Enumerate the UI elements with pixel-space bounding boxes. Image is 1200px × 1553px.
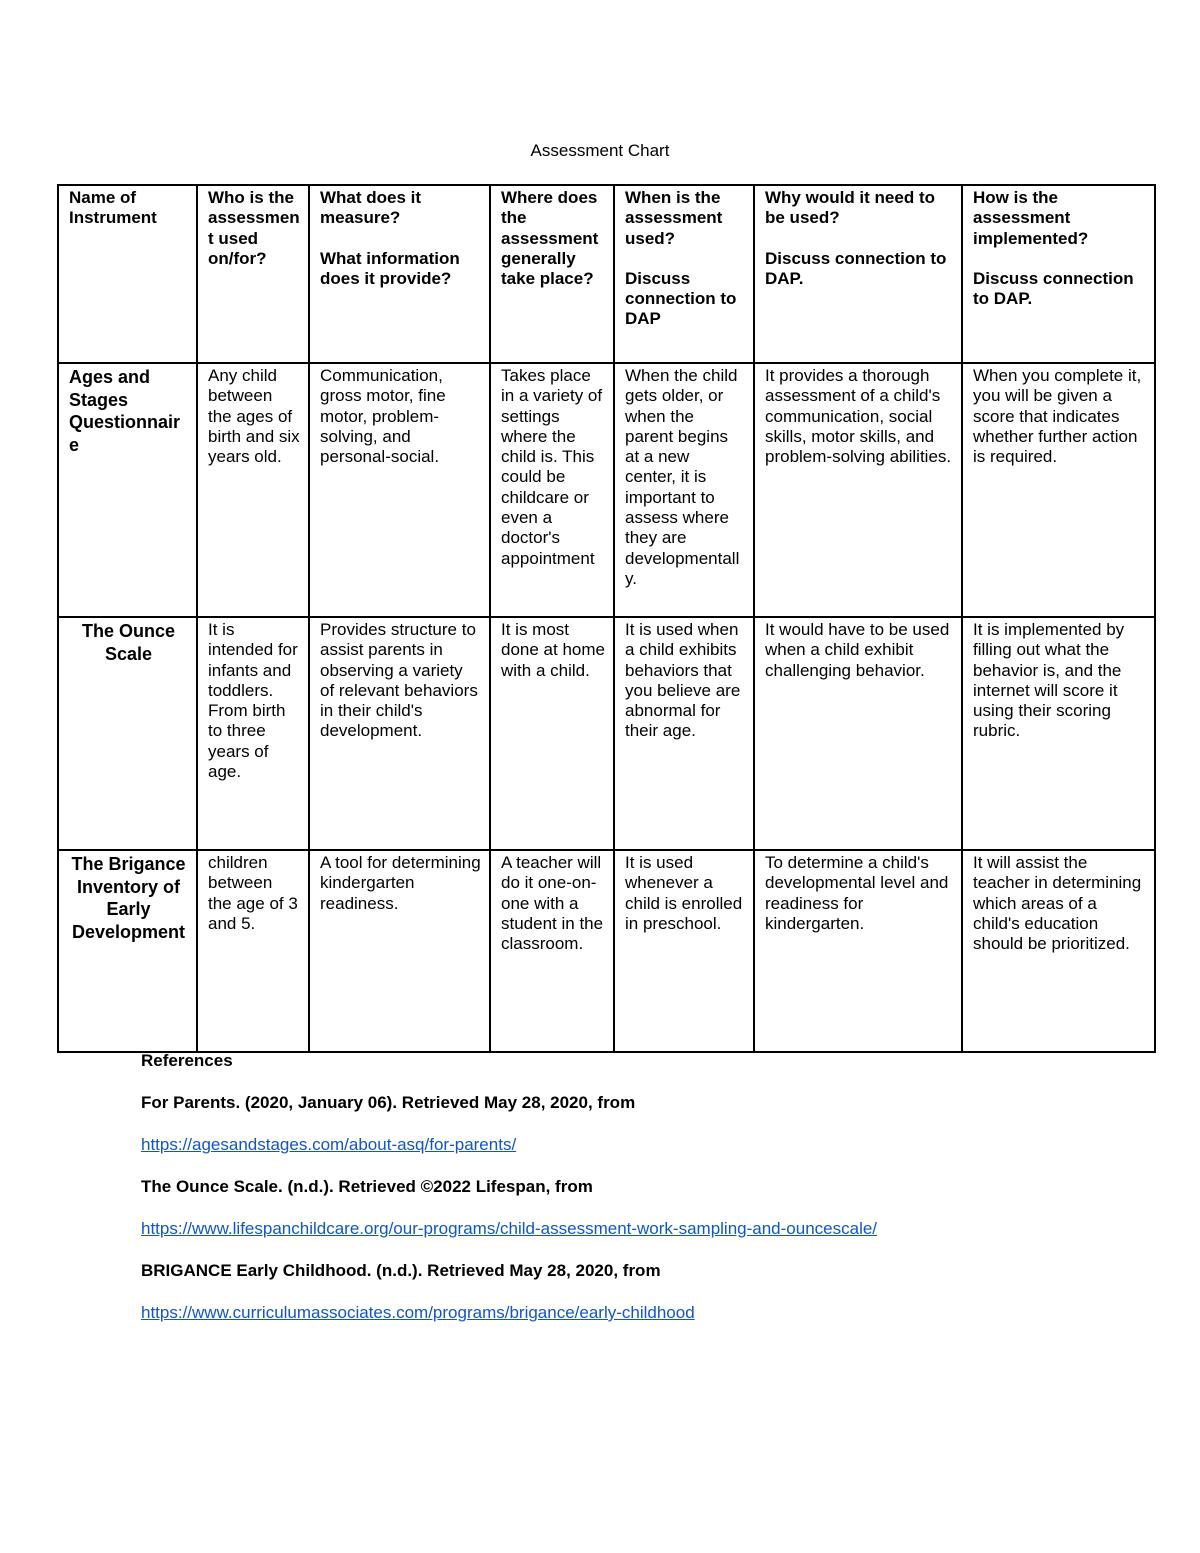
instrument-name-cell: The Brigance Inventory of Early Development <box>58 850 197 1052</box>
table-row <box>58 617 1155 850</box>
references-section <box>141 1049 1141 1325</box>
instrument-name-cell: The Ounce Scale <box>58 617 197 850</box>
what-cell: Provides structure to assist parents in observing a variety of relevant behaviors in their child's development. <box>309 617 490 850</box>
why-cell: To determine a child's developmental level and readiness for kindergarten. <box>754 850 962 1052</box>
reference-link[interactable]: https://www.curriculumassociates.com/programs/brigance/early-childhood <box>141 1303 695 1322</box>
header-cell-why: Why would it need to be used? Discuss connection to DAP. <box>754 185 962 363</box>
where-cell: It is most done at home with a child. <box>490 617 614 850</box>
why-cell: It provides a thorough assessment of a child's communication, social skills, motor skills, and problem-solving abilities. <box>754 363 962 617</box>
where-cell: Takes place in a variety of settings where the child is. This could be childcare or even a doctor's appointment <box>490 363 614 617</box>
page-title: Assessment Chart <box>530 141 670 160</box>
where-cell: A teacher will do it one-on-one with a student in the classroom. <box>490 850 614 1052</box>
header-cell-where: Where does the assessment generally take place? <box>490 185 614 363</box>
header-cell-who: Who is the assessment used on/for? <box>197 185 309 363</box>
table-row <box>58 850 1155 1052</box>
reference-link[interactable]: https://www.lifespanchildcare.org/our-programs/child-assessment-work-sampling-and-ouncescale/ <box>141 1219 878 1238</box>
who-cell: children between the age of 3 and 5. <box>197 850 309 1052</box>
what-cell: A tool for determining kindergarten readiness. <box>309 850 490 1052</box>
how-cell: It is implemented by filling out what the behavior is, and the internet will score it using their scoring rubric. <box>962 617 1155 850</box>
reference-citation: BRIGANCE Early Childhood. (n.d.). Retrieved May 28, 2020, from <box>141 1261 661 1280</box>
table-row <box>58 363 1155 617</box>
when-cell: It is used when a child exhibits behaviors that you believe are abnormal for their age. <box>614 617 754 850</box>
instrument-name-cell: Ages and Stages Questionnaire <box>58 363 197 617</box>
reference-citation: For Parents. (2020, January 06). Retrieved May 28, 2020, from <box>141 1093 636 1112</box>
how-cell: When you complete it, you will be given a score that indicates whether further action is required. <box>962 363 1155 617</box>
when-cell: It is used whenever a child is enrolled in preschool. <box>614 850 754 1052</box>
when-cell: When the child gets older, or when the parent begins at a new center, it is important to assess where they are developmentally. <box>614 363 754 617</box>
why-cell: It would have to be used when a child exhibit challenging behavior. <box>754 617 962 850</box>
header-cell-name: Name of Instrument <box>58 185 197 363</box>
reference-citation: The Ounce Scale. (n.d.). Retrieved ©2022 Lifespan, from <box>141 1177 593 1196</box>
header-cell-when: When is the assessment used? Discuss connection to DAP <box>614 185 754 363</box>
assessment-table <box>57 184 1156 1053</box>
table-header-row <box>58 185 1155 363</box>
who-cell: It is intended for infants and toddlers. From birth to three years of age. <box>197 617 309 850</box>
header-cell-what: What does it measure? What information does it provide? <box>309 185 490 363</box>
reference-link[interactable]: https://agesandstages.com/about-asq/for-parents/ <box>141 1135 517 1154</box>
how-cell: It will assist the teacher in determining which areas of a child's education should be prioritized. <box>962 850 1155 1052</box>
who-cell: Any child between the ages of birth and six years old. <box>197 363 309 617</box>
header-cell-how: How is the assessment implemented? Discuss connection to DAP. <box>962 185 1155 363</box>
what-cell: Communication, gross motor, fine motor, problem-solving, and personal-social. <box>309 363 490 617</box>
references-heading: References <box>141 1051 233 1070</box>
